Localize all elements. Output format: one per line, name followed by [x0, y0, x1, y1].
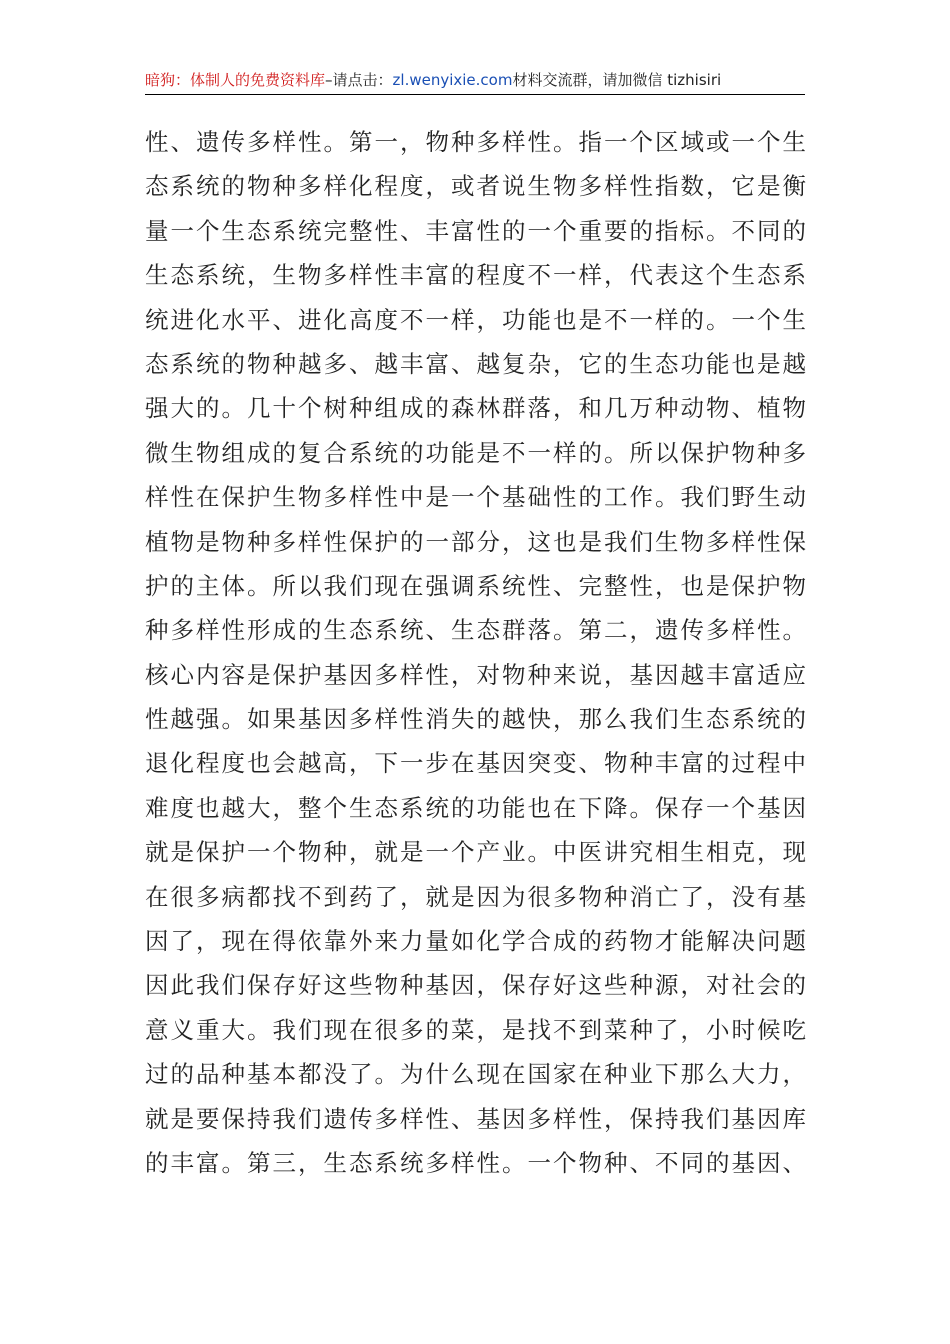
text-line: 过的品种基本都没了。为什么现在国家在种业下那么大力，	[145, 1060, 808, 1089]
page-header	[145, 68, 805, 95]
text-line: 性越强。如果基因多样性消失的越快，那么我们生态系统的	[145, 705, 808, 734]
text-line: 统进化水平、进化高度不一样，功能也是不一样的。一个生	[145, 305, 808, 334]
text-line: 意义重大。我们现在很多的菜，是找不到菜种了，小时候吃	[145, 1015, 808, 1044]
text-line: 态系统的物种越多、越丰富、越复杂，它的生态功能也是越	[145, 349, 808, 378]
header-link[interactable]: zl.wenyixie.com	[392, 71, 513, 89]
text-line: 样性在保护生物多样性中是一个基础性的工作。我们野生动	[145, 483, 808, 512]
text-line: 在很多病都找不到药了，就是因为很多物种消亡了，没有基	[145, 882, 808, 911]
text-line: 植物是物种多样性保护的一部分，这也是我们生物多样性保	[145, 527, 808, 556]
text-line: 就是保护一个物种，就是一个产业。中医讲究相生相克，现	[145, 838, 808, 867]
header-brand[interactable]: 暗狗：体制人的免费资料库	[145, 71, 326, 89]
text-line: 态系统的物种多样化程度，或者说生物多样性指数，它是衡	[145, 172, 808, 201]
text-line: 因了，现在得依靠外来力量如化学合成的药物才能解决问题	[145, 927, 808, 956]
text-line: 难度也越大，整个生态系统的功能也在下降。保存一个基因	[145, 793, 808, 822]
header-contact: 材料交流群，请加微信 tizhisiri	[512, 71, 722, 89]
text-line: 种多样性形成的生态系统、生态群落。第二，遗传多样性。	[145, 616, 808, 645]
body-text	[145, 120, 810, 1185]
text-line: 性、遗传多样性。第一，物种多样性。指一个区域或一个生	[145, 128, 808, 156]
text-line: 核心内容是保护基因多样性，对物种来说，基因越丰富适应	[145, 660, 808, 689]
text-line: 的丰富。第三，生态系统多样性。一个物种、不同的基因、	[145, 1148, 808, 1177]
text-line: 退化程度也会越高，下一步在基因突变、物种丰富的过程中	[145, 749, 808, 778]
header-prompt: –请点击：	[325, 71, 393, 89]
text-line: 因此我们保存好这些物种基因，保存好这些种源，对社会的	[145, 971, 808, 1000]
text-line: 生态系统，生物多样性丰富的程度不一样，代表这个生态系	[145, 261, 808, 290]
text-line: 微生物组成的复合系统的功能是不一样的。所以保护物种多	[145, 438, 808, 467]
text-line: 强大的。几十个树种组成的森林群落，和几万种动物、植物	[145, 394, 808, 423]
text-line: 就是要保持我们遗传多样性、基因多样性，保持我们基因库	[145, 1104, 808, 1133]
text-line: 量一个生态系统完整性、丰富性的一个重要的指标。不同的	[145, 216, 808, 245]
text-line: 护的主体。所以我们现在强调系统性、完整性，也是保护物	[145, 571, 808, 600]
